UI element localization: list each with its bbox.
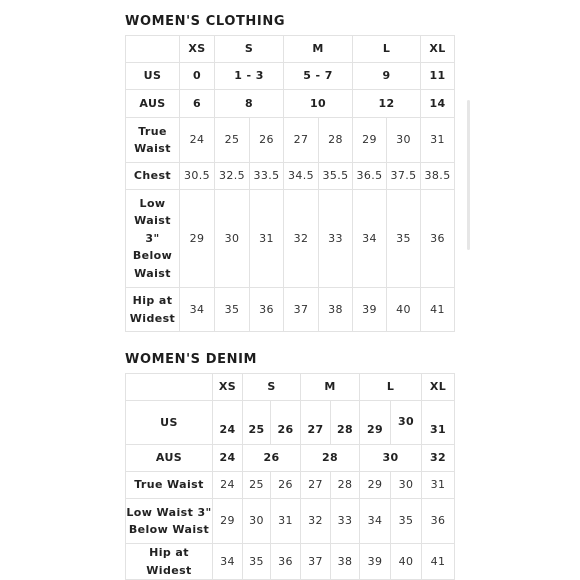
row-label-line: Hip at	[132, 294, 173, 307]
cell: 35.5	[319, 163, 353, 190]
cell: 24	[213, 401, 243, 445]
cell: 26	[271, 472, 301, 499]
row-label-line: Below Waist	[128, 523, 210, 536]
cell: 8	[215, 90, 284, 118]
cell: 40	[387, 288, 421, 332]
cell: 36	[250, 288, 284, 332]
clothing-row-us	[126, 63, 455, 90]
cell: 40	[391, 544, 422, 580]
cell: 30	[215, 190, 250, 288]
col-header-xs: XS	[213, 374, 243, 401]
row-label-low-waist	[126, 190, 180, 288]
row-label-line: Widest	[129, 311, 176, 325]
cell: 38	[319, 288, 353, 332]
cell: 24	[213, 472, 243, 499]
row-label-line: Low	[139, 196, 166, 210]
denim-title: WOMEN'S DENIM	[125, 352, 258, 367]
row-label-true-waist: True Waist	[126, 472, 213, 499]
cell: 34	[213, 544, 243, 580]
clothing-row-true-waist	[126, 118, 455, 163]
row-label-line: 3"	[145, 231, 160, 245]
cell: 31	[422, 472, 455, 499]
cell: 30	[391, 401, 422, 445]
clothing-row-hip	[126, 288, 455, 332]
cell: 12	[353, 90, 421, 118]
col-header-xl: XL	[422, 374, 455, 401]
cell: 27	[301, 401, 331, 445]
cell: 33	[319, 190, 353, 288]
cell: 32.5	[215, 163, 250, 190]
cell: 24	[213, 445, 243, 472]
cell: 30.5	[180, 163, 215, 190]
cell: 35	[215, 288, 250, 332]
cell: 30	[360, 445, 422, 472]
cell: 6	[180, 90, 215, 118]
cell: 26	[243, 445, 301, 472]
cell: 24	[180, 118, 215, 163]
clothing-row-low-waist	[126, 190, 455, 288]
cell: 34	[353, 190, 387, 288]
cell: 33	[331, 499, 360, 544]
row-label-line: True	[138, 124, 167, 138]
row-label-chest: Chest	[126, 163, 180, 190]
denim-row-us	[126, 401, 455, 445]
row-label-line: Below	[132, 249, 173, 263]
cell: 29	[213, 499, 243, 544]
cell: 29	[180, 190, 215, 288]
cell: 37.5	[387, 163, 421, 190]
cell: 32	[301, 499, 331, 544]
cell: 37	[301, 544, 331, 580]
cell: 27	[284, 118, 319, 163]
cell: 25	[243, 472, 271, 499]
cell: 26	[250, 118, 284, 163]
cell: 26	[271, 401, 301, 445]
cell: 14	[421, 90, 455, 118]
cell: 28	[331, 401, 360, 445]
cell: 27	[301, 472, 331, 499]
cell: 5 - 7	[284, 63, 353, 90]
denim-row-aus	[126, 445, 455, 472]
cell: 34	[180, 288, 215, 332]
cell: 30	[391, 472, 422, 499]
denim-header-row	[126, 374, 455, 401]
row-label-line: Waist	[134, 266, 171, 280]
scrollbar[interactable]	[467, 100, 470, 250]
row-label-us: US	[126, 401, 213, 445]
row-label-low-waist	[126, 499, 213, 544]
cell: 32	[422, 445, 455, 472]
clothing-title: WOMEN'S CLOTHING	[125, 14, 286, 29]
cell: 0	[180, 63, 215, 90]
cell: 41	[422, 544, 455, 580]
cell: 11	[421, 63, 455, 90]
cell: 38.5	[421, 163, 455, 190]
denim-row-true-waist	[126, 472, 455, 499]
cell: 36	[421, 190, 455, 288]
row-label-true-waist	[126, 118, 180, 163]
row-label-line: Low Waist 3"	[126, 505, 212, 519]
denim-row-hip	[126, 544, 455, 580]
cell: 31	[422, 401, 455, 445]
col-header-s: S	[243, 374, 301, 401]
cell: 25	[215, 118, 250, 163]
cell: 36	[271, 544, 301, 580]
col-header-s: S	[215, 36, 284, 63]
row-label-aus: AUS	[126, 445, 213, 472]
row-label-hip	[126, 288, 180, 332]
col-header-m: M	[301, 374, 360, 401]
cell: 31	[271, 499, 301, 544]
clothing-row-aus	[126, 90, 455, 118]
cell: 25	[243, 401, 271, 445]
cell: 30	[387, 118, 421, 163]
cell: 34	[360, 499, 391, 544]
row-label-us: US	[126, 63, 180, 90]
cell: 10	[284, 90, 353, 118]
cell: 36.5	[353, 163, 387, 190]
cell: 29	[353, 118, 387, 163]
cell: 31	[421, 118, 455, 163]
row-label-line: Waist	[134, 142, 171, 155]
cell: 9	[353, 63, 421, 90]
cell: 38	[331, 544, 360, 580]
cell: 29	[360, 472, 391, 499]
row-label-aus: AUS	[126, 90, 180, 118]
col-header-l: L	[360, 374, 422, 401]
cell: 37	[284, 288, 319, 332]
cell: 29	[360, 401, 391, 445]
cell: 28	[331, 472, 360, 499]
denim-row-low-waist	[126, 499, 455, 544]
cell: 1 - 3	[215, 63, 284, 90]
cell: 39	[360, 544, 391, 580]
cell: 30	[243, 499, 271, 544]
row-label-hip: Hip at Widest	[126, 544, 213, 580]
col-header-l: L	[353, 36, 421, 63]
clothing-row-chest	[126, 163, 455, 190]
cell: 35	[387, 190, 421, 288]
cell: 35	[243, 544, 271, 580]
cell: 41	[421, 288, 455, 332]
clothing-size-table	[125, 35, 455, 332]
cell: 39	[353, 288, 387, 332]
cell: 35	[391, 499, 422, 544]
cell: 33.5	[250, 163, 284, 190]
corner-cell	[126, 374, 213, 401]
cell: 31	[250, 190, 284, 288]
row-label-line: Waist	[134, 214, 171, 228]
cell: 34.5	[284, 163, 319, 190]
denim-size-table	[125, 373, 455, 580]
col-header-m: M	[284, 36, 353, 63]
col-header-xs: XS	[180, 36, 215, 63]
cell: 28	[301, 445, 360, 472]
corner-cell	[126, 36, 180, 63]
col-header-xl: XL	[421, 36, 455, 63]
cell: 28	[319, 118, 353, 163]
cell: 36	[422, 499, 455, 544]
cell: 32	[284, 190, 319, 288]
clothing-header-row	[126, 36, 455, 63]
